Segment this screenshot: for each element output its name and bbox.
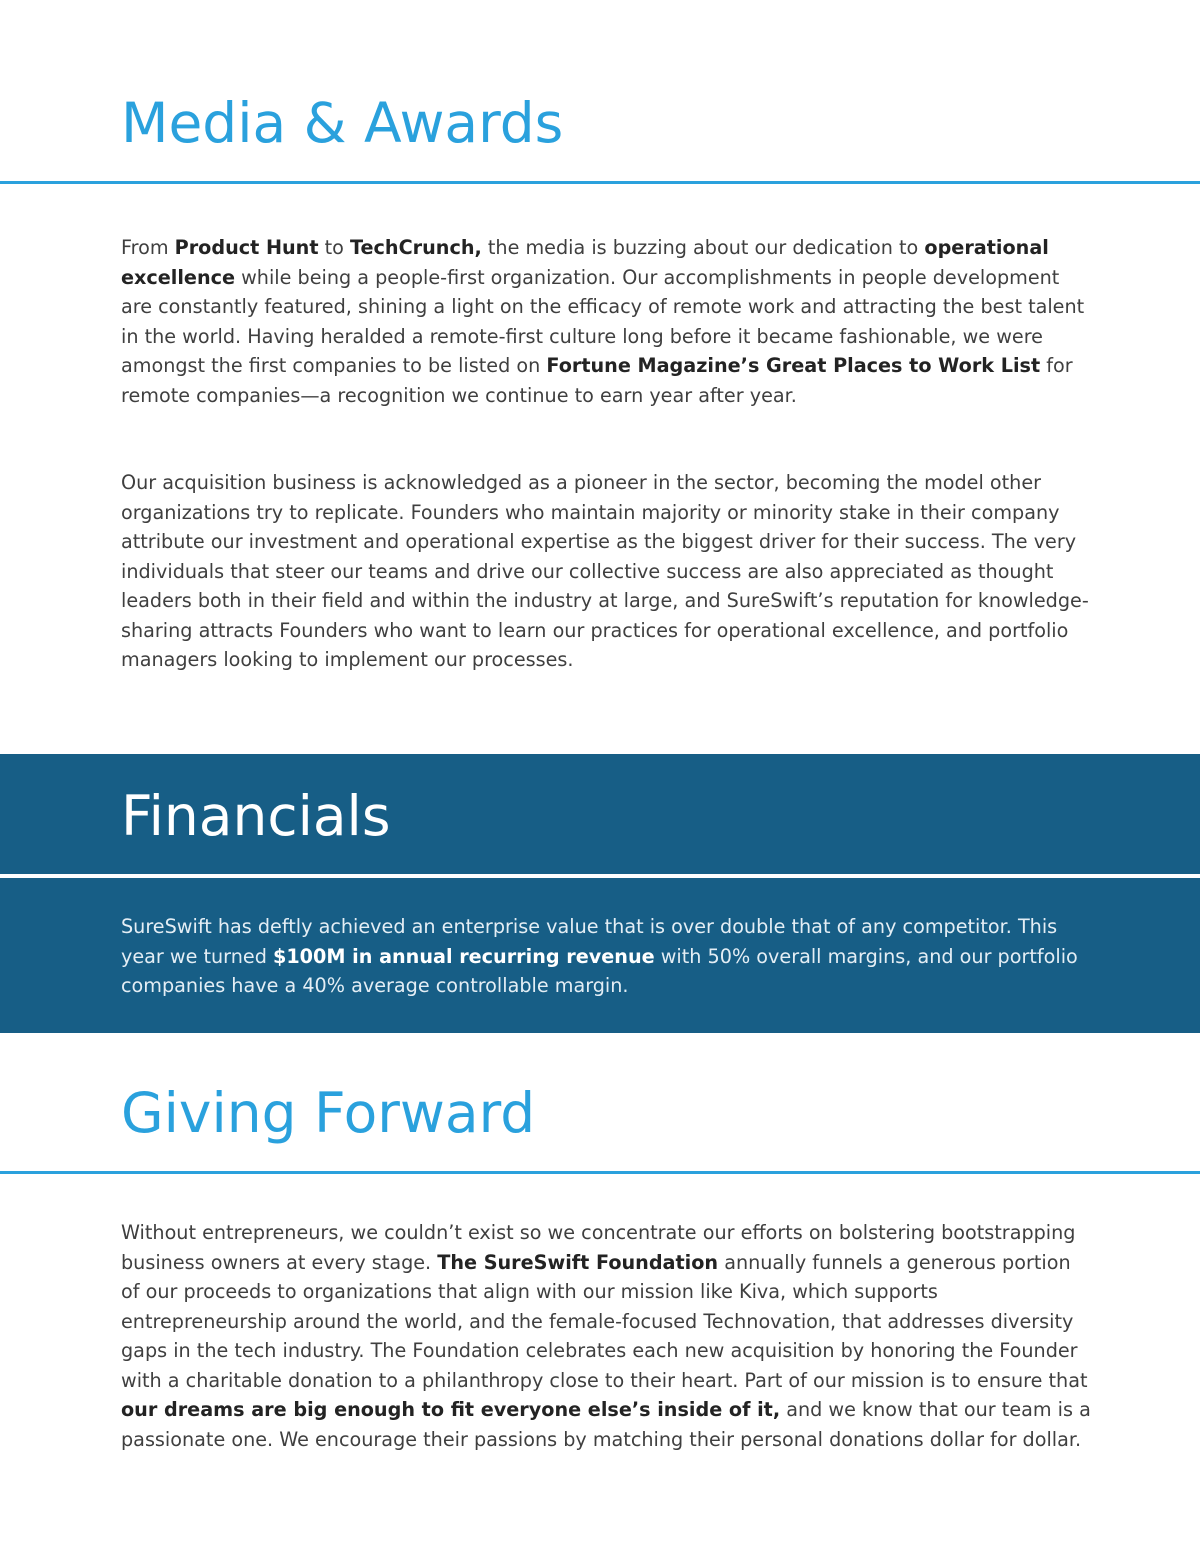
operational-excellence-emphasis: operational excellence [121,236,1049,289]
text-run: for remote companies—a recognition we continue to earn year after year. [121,354,1073,407]
arr-emphasis: $100M in annual recurring revenue [272,944,655,968]
media-awards-rule [0,181,1200,184]
text-run: and we know that our team is a passionate one. We encourage their passions by matching their personal donations dollar for dollar. [121,1398,1091,1451]
financials-body-band [0,878,1200,1033]
giving-forward-heading: Giving Forward [121,1081,536,1145]
dreams-emphasis: our dreams are big enough to fit everyone else’s inside of it, [121,1398,781,1421]
giving-forward-rule [0,1171,1200,1174]
media-awards-paragraph-2: Our acquisition business is acknowledged as a pioneer in the sector, becoming the model other organizations try to replicate. Founders who maintain majority or minority stake in their company attribute our investment and operational expertise as the biggest driver for their success. The very individuals that steer our teams and drive our collective success are also appreciated as thought leaders both in their field and within the industry at large, and SureSwift’s reputation for knowledge-sharing attracts Founders who want to learn our practices for operational excellence, and portfolio managers looking to implement our processes. [121,471,1089,671]
financials-paragraph [121,912,1081,1001]
text-run: annually funnels a generous portion of our proceeds to organizations that align with our mission like Kiva, which supports entrepreneurship around the world, and the female-focused Technovation, that addresses diversity gaps in the tech industry. The Foundation celebrates each new acquisition by honoring the Founder with a charitable donation to a philanthropy close to their heart. Part of our mission is to ensure that [121,1250,1088,1392]
text-run: From [121,236,175,259]
financials-heading: Financials [121,784,391,848]
techcrunch-emphasis: TechCrunch, [350,236,482,259]
text-run: Without entrepreneurs, we couldn’t exist so we concentrate our efforts on bolstering bootstrapping business owners at every stage. [121,1221,1076,1274]
foundation-emphasis: The SureSwift Foundation [437,1250,719,1274]
fortune-list-emphasis: Fortune Magazine’s Great Places to Work List [546,354,1041,377]
financials-title-band [0,754,1200,874]
text-run: SureSwift has deftly achieved an enterprise value that is over double that of any competitor. This year we turned [121,915,1058,968]
media-awards-heading: Media & Awards [121,91,564,155]
product-hunt-emphasis: Product Hunt [174,236,319,259]
text-run: while being a people-first organization. Our accomplishments in people development are constantly featured, shining a light on the efficacy of remote work and attracting the best talent in the world. Having heralded a remote-first culture long before it became fashionable, we were amongst the first companies to be listed on [121,265,1085,377]
text-run: with 50% overall margins, and our portfolio companies have a 40% average controllable margin. [121,944,1078,997]
giving-forward-paragraph [121,1218,1091,1454]
text-run: the media is buzzing about our dedication to [481,236,925,259]
text-run: to [318,236,350,259]
media-awards-paragraph-1 [121,233,1091,410]
